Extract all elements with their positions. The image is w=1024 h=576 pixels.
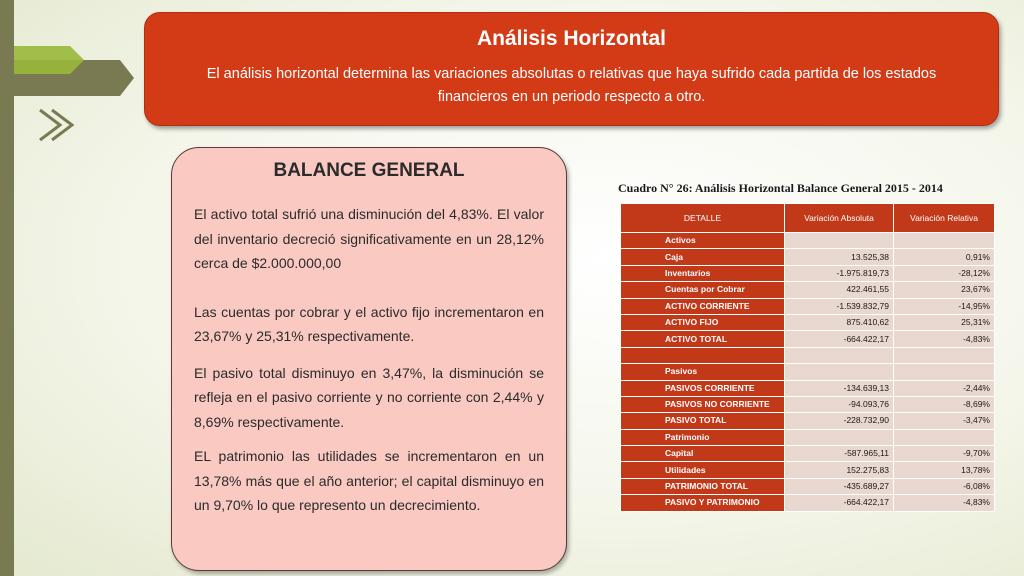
- row-rel: [894, 233, 995, 249]
- row-abs: 13.525,38: [785, 249, 894, 265]
- row-abs: 875.410,62: [785, 314, 894, 330]
- row-rel: [894, 429, 995, 445]
- table-row: [621, 396, 995, 412]
- balance-summary-panel: [171, 147, 567, 571]
- row-label: Pasivos: [665, 366, 698, 377]
- row-abs: 152.275,83: [785, 462, 894, 478]
- row-label: PATRIMONIO TOTAL: [665, 481, 748, 492]
- table-row: [621, 364, 995, 380]
- table-row: [621, 298, 995, 314]
- row-label: Inventarios: [665, 267, 711, 278]
- table-row: [621, 265, 995, 281]
- table-row: [621, 249, 995, 265]
- row-label: ACTIVO TOTAL: [665, 333, 728, 344]
- row-abs: -664.422,17: [785, 495, 894, 511]
- table-row: [621, 282, 995, 298]
- row-label: Activos: [665, 235, 696, 246]
- row-label: PASIVOS CORRIENTE: [665, 382, 755, 393]
- paragraph-pasivo: El pasivo total disminuyo en 3,47%, la disminución se refleja en el pasivo corriente y no corriente con 2,44% y 8,69% respectivamente.: [194, 364, 544, 430]
- row-label: ACTIVO CORRIENTE: [665, 300, 750, 311]
- balance-table: [620, 203, 995, 512]
- row-abs: 422.461,55: [785, 282, 894, 298]
- row-label: ACTIVO FIJO: [665, 317, 719, 328]
- row-abs: [785, 429, 894, 445]
- row-abs: [785, 364, 894, 380]
- header-banner: [144, 12, 999, 126]
- page-title: Análisis Horizontal: [476, 27, 667, 50]
- row-rel: 23,67%: [894, 282, 995, 298]
- row-rel: -4,83%: [894, 331, 995, 347]
- table-row: [621, 331, 995, 347]
- row-abs: -1.539.832,79: [785, 298, 894, 314]
- row-label: Utilidades: [665, 464, 706, 475]
- row-abs: -435.689,27: [785, 478, 894, 494]
- paragraph-activo: El activo total sufrió una disminución del 4,83%. El valor del inventario decreció significativamente en un 28,12% cerca de $2.000.000,00: [194, 206, 544, 271]
- row-rel: -2,44%: [894, 380, 995, 396]
- table-row: [621, 495, 995, 511]
- row-label: Capital: [665, 448, 694, 459]
- row-label: PASIVO TOTAL: [665, 415, 727, 426]
- row-abs: -228.732,90: [785, 413, 894, 429]
- header-variacion-absoluta: Variación Absoluta: [785, 204, 894, 233]
- table-row: [621, 347, 995, 363]
- table-row: [621, 233, 995, 249]
- table-row: [621, 462, 995, 478]
- row-label: Caja: [665, 251, 683, 262]
- table-header-row: [621, 204, 995, 233]
- row-rel: -28,12%: [894, 265, 995, 281]
- row-rel: -9,70%: [894, 446, 995, 462]
- row-rel: [894, 347, 995, 363]
- row-abs: -94.093,76: [785, 396, 894, 412]
- paragraph-cuentas: Las cuentas por cobrar y el activo fijo incrementaron en 23,67% y 25,31% respectivamente.: [194, 303, 544, 344]
- table-row: [621, 429, 995, 445]
- table-row: [621, 314, 995, 330]
- row-rel: 25,31%: [894, 314, 995, 330]
- table-row: [621, 380, 995, 396]
- header-detalle: DETALLE: [621, 204, 785, 233]
- row-rel: [894, 364, 995, 380]
- row-rel: -8,69%: [894, 396, 995, 412]
- row-rel: -14,95%: [894, 298, 995, 314]
- row-abs: [785, 233, 894, 249]
- row-label: Patrimonio: [665, 431, 710, 442]
- header-variacion-relativa: Variación Relativa: [894, 204, 995, 233]
- row-abs: -1.975.819,73: [785, 265, 894, 281]
- row-label: PASIVO Y PATRIMONIO: [665, 497, 760, 508]
- table-caption: Cuadro N° 26: Análisis Horizontal Balance General 2015 - 2014: [618, 181, 943, 195]
- row-rel: 13,78%: [894, 462, 995, 478]
- decorative-arrows-icon: [0, 0, 160, 576]
- row-abs: -587.965,11: [785, 446, 894, 462]
- row-rel: 0,91%: [894, 249, 995, 265]
- row-label: Cuentas por Cobrar: [665, 284, 745, 295]
- table-row: [621, 446, 995, 462]
- row-abs: [785, 347, 894, 363]
- row-label: [625, 350, 665, 360]
- row-label: PASIVOS NO CORRIENTE: [665, 399, 770, 410]
- table-row: [621, 478, 995, 494]
- row-abs: -134.639,13: [785, 380, 894, 396]
- panel-title: BALANCE GENERAL: [273, 160, 465, 181]
- paragraph-patrimonio: EL patrimonio las utilidades se incrementaron en un 13,78% más que el año anterior; el capital disminuyo en un 9,70% lo que represento un decrecimiento.: [194, 448, 544, 513]
- row-rel: -3,47%: [894, 413, 995, 429]
- header-description: El análisis horizontal determina las variaciones absolutas o relativas que haya sufrido cada partida de los estados financieros en un periodo respecto a otro.: [206, 66, 937, 105]
- row-rel: -4,83%: [894, 495, 995, 511]
- row-abs: -664.422,17: [785, 331, 894, 347]
- row-rel: -6,08%: [894, 478, 995, 494]
- table-row: [621, 413, 995, 429]
